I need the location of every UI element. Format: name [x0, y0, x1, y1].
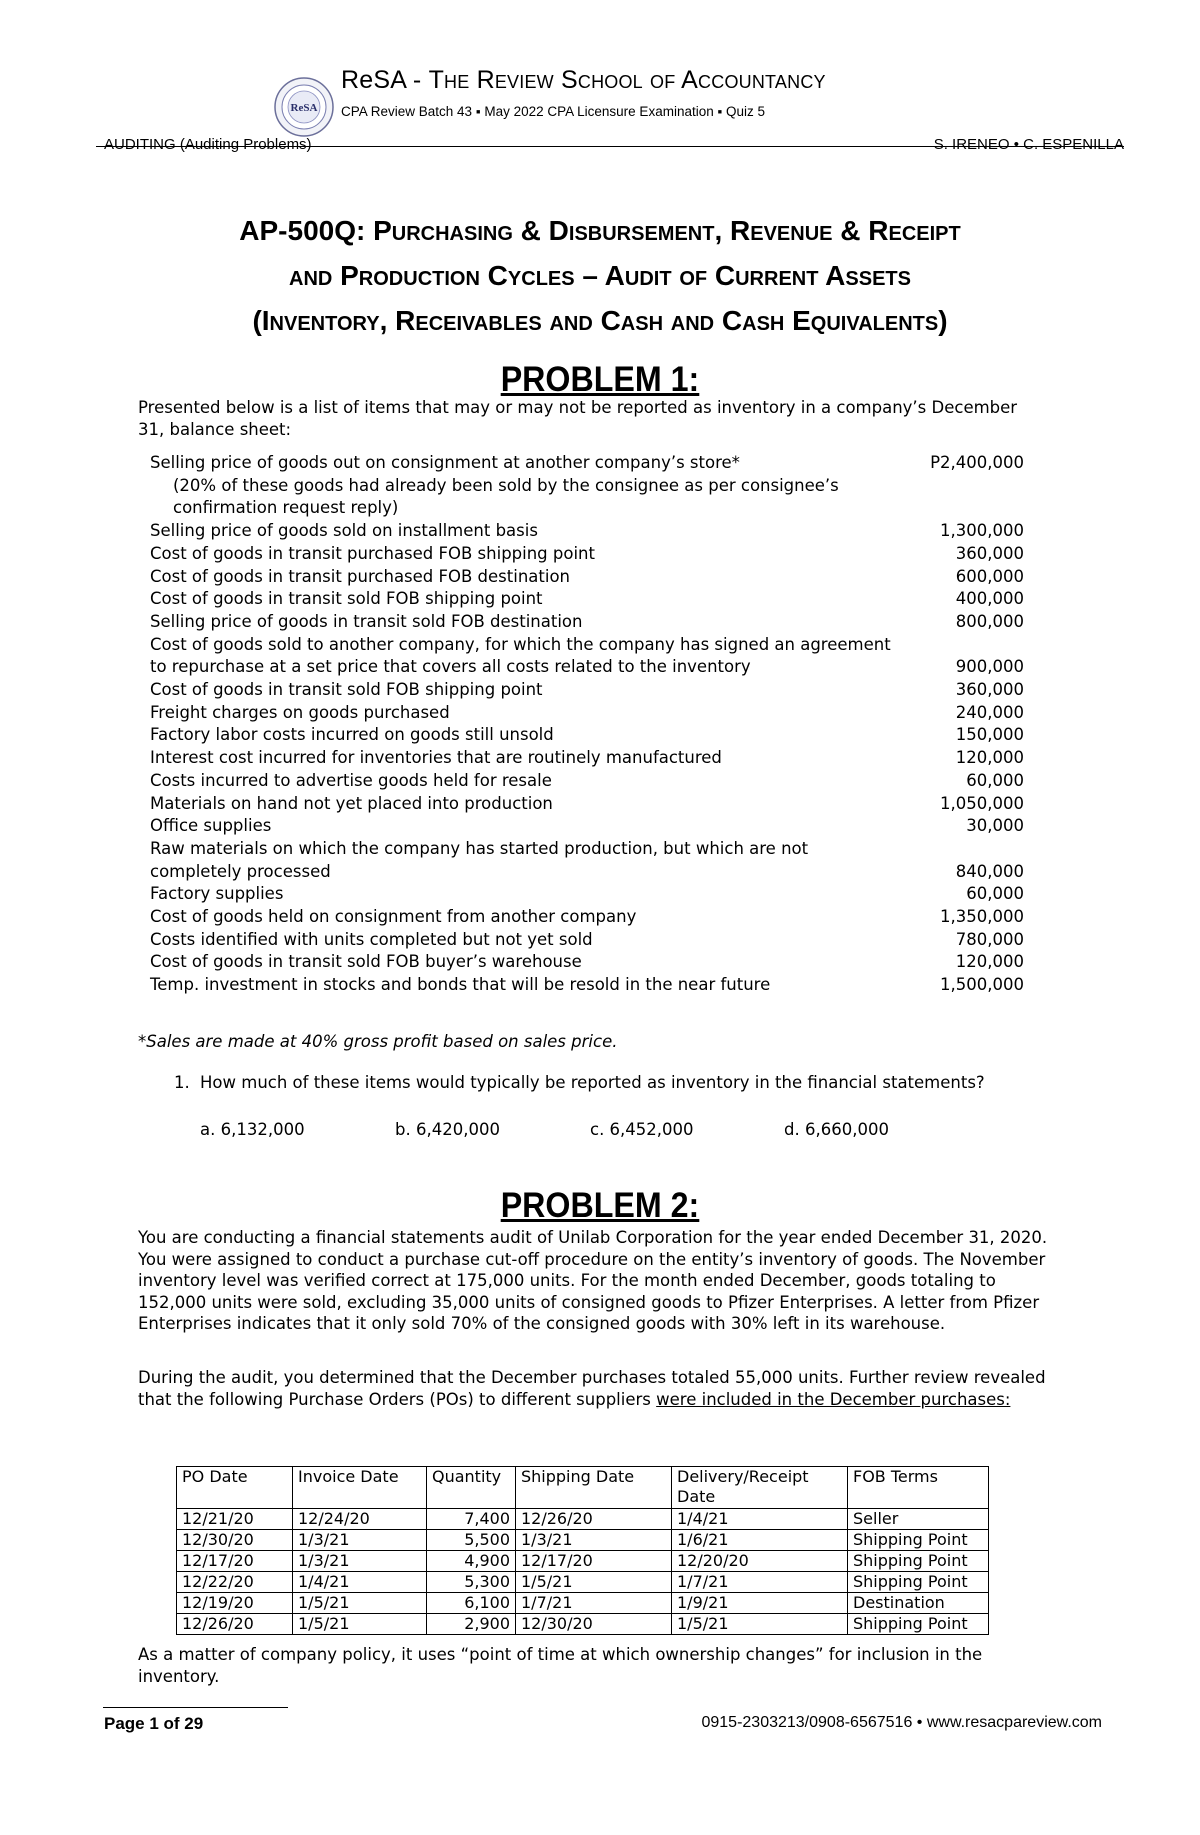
list-item: Selling price of goods sold on installment basis 1,300,000: [150, 521, 1024, 541]
question-1: [174, 1072, 1014, 1094]
column-header: Delivery/Receipt Date: [672, 1467, 848, 1509]
list-item: Cost of goods in transit sold FOB shipping point 360,000: [150, 680, 1024, 700]
problem-1-heading: PROBLEM 1:: [500, 360, 700, 399]
list-item: Selling price of goods in transit sold FOB destination 800,000: [150, 611, 1024, 631]
list-item: Cost of goods in transit sold FOB buyer’s warehouse 120,000: [150, 952, 1024, 972]
header-rule: [96, 136, 1124, 158]
list-item: Costs identified with units completed but not yet sold 780,000: [150, 929, 1024, 949]
list-item: Costs incurred to advertise goods held for resale 60,000: [150, 770, 1024, 790]
choice-c[interactable]: c. 6,452,000: [590, 1120, 694, 1139]
school-title: ReSA - The Review School of Accountancy: [341, 66, 826, 94]
table-row: 12/21/20 12/24/20 7,400 12/26/20 1/4/21 Seller: [177, 1509, 989, 1530]
list-item: Cost of goods sold to another company, for which the company has signed an agreement to repurchase at a set price that covers all costs related to the inventory 900,000: [150, 634, 1024, 677]
question-number: 1.: [174, 1073, 190, 1092]
table-row: 12/30/20 1/3/21 5,500 1/3/21 1/6/21 Shipping Point: [177, 1530, 989, 1551]
question-text: How much of these items would typically be reported as inventory in the financial statements?: [200, 1073, 985, 1092]
sales-footnote: *Sales are made at 40% gross profit based on sales price.: [138, 1032, 618, 1051]
choice-b[interactable]: b. 6,420,000: [395, 1120, 500, 1139]
choice-d[interactable]: d. 6,660,000: [784, 1120, 889, 1139]
list-item: Temp. investment in stocks and bonds that will be resold in the near future 1,500,000: [150, 975, 1024, 995]
resa-logo-seal: [273, 76, 335, 138]
column-header: Quantity: [427, 1467, 516, 1509]
list-item: Selling price of goods out on consignment at another company’s store* P2,400,000: [150, 453, 1024, 472]
problem-1-intro: Presented below is a list of items that may or may not be reported as inventory in a company’s December 31, balance sheet:: [138, 398, 1018, 439]
table-row: 12/17/20 1/3/21 4,900 12/17/20 12/20/20 Shipping Point: [177, 1551, 989, 1572]
svg-text:ReSA: ReSA: [290, 102, 318, 114]
problem-2-paragraph-1: You are conducting a financial statements audit of Unilab Corporation for the year ended December 31, 2020. You were assigned to conduct a purchase cut-off procedure on the entity’s inventory of goods. The November inventory level was verified correct at 175,000 units. For the month ended December, goods totaling to 152,000 units were sold, excluding 35,000 units of consigned goods to Pfizer Enterprises. A letter from Pfizer Enterprises indicates that it only sold 70% of the consigned goods with 30% left in its warehouse.: [138, 1228, 1048, 1333]
table-header-row: [177, 1467, 989, 1509]
page-number: Page 1 of 29: [104, 1714, 204, 1733]
list-item: Factory supplies 60,000: [150, 884, 1024, 904]
company-policy-text: As a matter of company policy, it uses “point of time at which ownership changes” for inclusion in the inventory.: [138, 1645, 983, 1686]
subject-label: AUDITING (Auditing Problems): [104, 136, 312, 153]
list-item: Factory labor costs incurred on goods still unsold 150,000: [150, 725, 1024, 745]
table-row: 12/22/20 1/4/21 5,300 1/5/21 1/7/21 Shipping Point: [177, 1572, 989, 1593]
footer-rule: [103, 1707, 288, 1708]
contact-info: 0915-2303213/0908-6567516 • www.resacpareview.com: [701, 1714, 1102, 1731]
problem-2-paragraph-2: During the audit, you determined that the December purchases totaled 55,000 units. Further review revealed that the following Purchase Orders (POs) to different suppliers were included in the December purchases:: [138, 1368, 1046, 1409]
list-item: Materials on hand not yet placed into production 1,050,000: [150, 793, 1024, 813]
list-item: Cost of goods in transit sold FOB shipping point 400,000: [150, 589, 1024, 609]
table-row: 12/26/20 1/5/21 2,900 12/30/20 1/5/21 Shipping Point: [177, 1614, 989, 1635]
problem-2-heading: PROBLEM 2:: [500, 1186, 700, 1225]
column-header: Invoice Date: [293, 1467, 427, 1509]
choice-a[interactable]: a. 6,132,000: [200, 1120, 305, 1139]
list-item: Raw materials on which the company has started production, but which are not completely processed 840,000: [150, 838, 1024, 881]
column-header: PO Date: [177, 1467, 293, 1509]
list-item: Interest cost incurred for inventories that are routinely manufactured 120,000: [150, 748, 1024, 768]
list-item: (20% of these goods had already been sold by the consignee as per consignee’s confirmation request reply): [173, 475, 839, 518]
authors-label: S. IRENEO • C. ESPENILLA: [933, 136, 1124, 153]
list-item: Cost of goods in transit purchased FOB shipping point 360,000: [150, 543, 1024, 563]
inventory-items-list: [150, 452, 1030, 997]
list-item: Office supplies 30,000: [150, 816, 1024, 836]
list-item: Freight charges on goods purchased 240,000: [150, 702, 1024, 722]
column-header: FOB Terms: [848, 1467, 989, 1509]
list-item: Cost of goods held on consignment from another company 1,350,000: [150, 907, 1024, 927]
document-title: AP-500Q: Purchasing & Disbursement, Revenue & Receipt and Production Cycles – Audit of Current Assets (Inventory, Receivables and Cash and Cash Equivalents): [239, 215, 961, 336]
column-header: Shipping Date: [516, 1467, 672, 1509]
review-subtitle: CPA Review Batch 43 ▪ May 2022 CPA Licensure Examination ▪ Quiz 5: [341, 104, 766, 119]
table-row: 12/19/20 1/5/21 6,100 1/7/21 1/9/21 Destination: [177, 1593, 989, 1614]
purchase-orders-table: [176, 1466, 989, 1635]
list-item: Cost of goods in transit purchased FOB destination 600,000: [150, 566, 1024, 586]
